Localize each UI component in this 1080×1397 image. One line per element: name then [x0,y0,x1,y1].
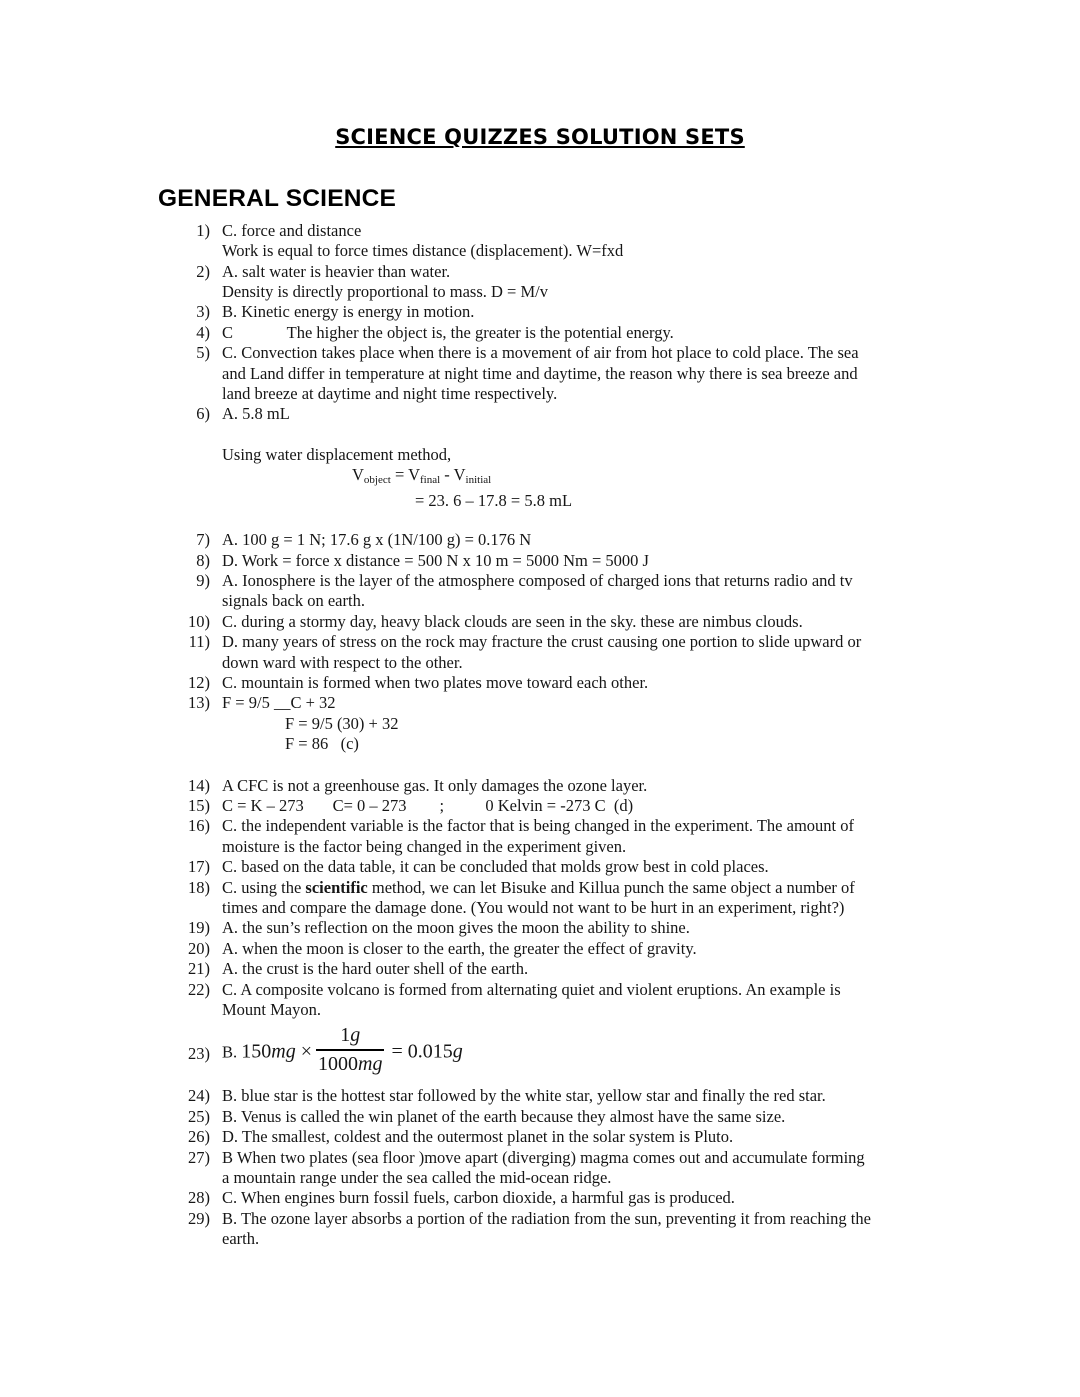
text-segment: C. force and distance [222,220,362,240]
text-segment: Density is directly proportional to mass. D = M/v [222,282,548,302]
text-segment: B. [222,1043,242,1063]
item-number: 24) [188,1086,210,1106]
item-line [222,343,972,363]
item-line [222,323,972,343]
list-item [172,796,972,816]
list-item [172,918,972,938]
text-segment: and Land differ in temperature at night time and daytime, the reason why there is sea breeze and [222,363,858,383]
text-segment: moisture is the factor being changed in the experiment given. [222,836,627,856]
item-number: 14) [188,775,210,795]
text-segment: - V [440,465,466,485]
item-body [222,959,972,979]
item-line [222,816,972,836]
text-segment: D. The smallest, coldest and the outermost planet in the solar system is Pluto. [222,1127,734,1147]
text-segment: = V [390,465,420,485]
item-number: 13) [188,693,210,713]
text-segment: mg [358,1053,383,1076]
item-line [222,571,972,591]
list-item [172,221,972,262]
item-number: 23) [188,1044,210,1064]
document-title [0,0,1080,147]
list-item [172,404,972,511]
text-segment: B When two plates (sea floor )move apart (diverging) magma comes out and accumulate forming [222,1147,865,1167]
item-line [222,1127,972,1147]
list-item [172,1127,972,1147]
text-segment: D. many years of stress on the rock may fracture the crust causing one portion to slide upward or [222,632,862,652]
list-item [172,693,972,754]
item-body [222,302,972,322]
item-line [352,465,972,490]
item-line [415,491,972,511]
text-segment: Mount Mayon. [222,1000,321,1020]
text-segment: mg [271,1041,296,1064]
item-number: 4) [196,322,210,342]
item-body [222,1209,972,1250]
item-body [222,776,972,796]
list-item [172,302,972,322]
item-number: 15) [188,795,210,815]
item-line [222,673,972,693]
list-item [172,959,972,979]
list-item [172,1148,972,1189]
list-item [172,262,972,303]
item-number: 9) [196,570,210,590]
item-line [222,980,972,1000]
list-item [172,343,972,404]
item-line [222,1000,972,1020]
item-line [222,612,972,632]
list-item [172,323,972,343]
text-segment: initial [465,474,492,487]
text-segment: A. the sun’s reflection on the moon gives the moon the ability to shine. [222,918,690,938]
list-item [172,673,972,693]
text-segment: Using water displacement method, [222,444,452,464]
item-body [222,1148,972,1189]
text-segment: F = 9/5 __C + 32 [222,693,336,713]
item-body [222,571,972,612]
item-number: 17) [188,857,210,877]
item-line [222,591,972,611]
item-line [222,530,972,550]
text-segment: A. the crust is the hard outer shell of the earth. [222,959,529,979]
item-line [222,1024,972,1079]
item-number: 8) [196,550,210,570]
item-body [222,632,972,673]
text-segment: 150 [241,1041,272,1064]
text-segment: B. The ozone layer absorbs a portion of the radiation from the sun, preventing it from reaching the [222,1208,871,1228]
item-body [222,404,972,511]
item-line [222,939,972,959]
item-line [222,445,972,465]
list-item [172,1022,972,1086]
text-segment: g [452,1041,463,1064]
item-body [222,939,972,959]
text-segment: = 23. 6 – 17.8 = 5.8 mL [415,490,573,510]
item-body [222,551,972,571]
text-segment: land breeze at daytime and night time respectively. [222,384,558,404]
text-segment: a mountain range under the sea called the mid-ocean ridge. [222,1168,612,1188]
text-segment: 1000 [318,1053,358,1076]
item-number: 7) [196,530,210,550]
item-number: 5) [196,343,210,363]
item-line [222,693,972,713]
text-segment: method, we can let Bisuke and Killua punch the same object a number of [367,877,855,897]
list-item [172,551,972,571]
item-line [222,221,972,241]
text-segment: B. Venus is called the win planet of the earth because they almost have the same size. [222,1106,786,1126]
section-heading: GENERAL SCIENCE [158,185,397,213]
item-number: 3) [196,302,210,322]
item-body [222,980,972,1021]
text-segment: B. Kinetic energy is energy in motion. [222,302,475,322]
text-segment: × [295,1041,312,1064]
item-line [222,918,972,938]
text-segment: C. mountain is formed when two plates move toward each other. [222,672,649,692]
item-body [222,918,972,938]
item-body [222,693,972,754]
list-item [172,1188,972,1208]
text-segment: B. blue star is the hottest star followed by the white star, yellow star and finally the red star. [222,1086,826,1106]
item-body [222,612,972,632]
item-body [222,816,972,857]
list-item [172,816,972,857]
item-line [222,1168,972,1188]
text-segment: signals back on earth. [222,591,365,611]
item-line [222,404,972,424]
item-line [222,857,972,877]
text-segment: A. 100 g = 1 N; 17.6 g x (1N/100 g) = 0.176 N [222,530,532,550]
list-item [172,571,972,612]
text-segment: 1 [340,1024,351,1047]
item-line [222,1148,972,1168]
item-body [222,1022,972,1086]
fraction-denominator [316,1051,384,1076]
item-number: 18) [188,877,210,897]
item-line [222,898,972,918]
text-segment: down ward with respect to the other. [222,652,463,672]
fraction-numerator [316,1024,384,1051]
item-number: 12) [188,672,210,692]
item-number: 27) [188,1147,210,1167]
item-line [222,241,972,261]
text-segment: A CFC is not a greenhouse gas. It only damages the ozone layer. [222,775,648,795]
item-line [222,551,972,571]
item-body [222,262,972,303]
item-body [222,857,972,877]
item-number: 28) [188,1188,210,1208]
item-line [222,262,972,282]
item-line [222,364,972,384]
list-item [172,612,972,632]
text-segment: earth. [222,1229,260,1249]
text-segment: final [420,474,441,487]
item-body [222,796,972,816]
text-segment: g [350,1024,361,1047]
item-line [222,837,972,857]
text-segment: C. based on the data table, it can be concluded that molds grow best in cold places. [222,857,769,877]
text-segment: A. salt water is heavier than water. [222,261,451,281]
list-item [172,1086,972,1106]
item-number: 6) [196,404,210,424]
item-number: 21) [188,959,210,979]
solution-list [172,221,972,1250]
item-line [222,282,972,302]
fraction [316,1024,384,1076]
item-line [222,878,972,898]
item-number: 26) [188,1127,210,1147]
text-segment: Work is equal to force times distance (displacement). W=fxd [222,241,624,261]
item-line [222,302,972,322]
text-segment: C. the independent variable is the factor that is being changed in the experiment. The amount of [222,816,854,836]
item-body [222,1188,972,1208]
item-line [222,1086,972,1106]
text-segment: C The higher the object is, the greater is the potential energy. [222,322,674,342]
item-body [222,1107,972,1127]
text-segment: object [363,474,391,487]
item-number: 10) [188,611,210,631]
item-line [222,1209,972,1229]
item-body [222,878,972,919]
item-line [285,734,972,754]
item-number: 25) [188,1106,210,1126]
item-line [285,714,972,734]
item-number: 22) [188,979,210,999]
text-segment: scientific [305,877,368,897]
text-segment: F = 9/5 (30) + 32 [285,713,399,733]
list-item [172,878,972,919]
item-number: 1) [196,220,210,240]
item-line [222,1188,972,1208]
text-segment: F = 86 (c) [285,734,359,754]
item-body [222,530,972,550]
item-number: 16) [188,816,210,836]
document-title-text: SCIENCE QUIZZES SOLUTION SETS [335,125,745,149]
list-item [172,1209,972,1250]
text-segment: times and compare the damage done. (You would not want to be hurt in an experiment, right?) [222,898,845,917]
item-line [222,653,972,673]
text-segment: C. Convection takes place when there is a movement of air from hot place to cold place. The sea [222,343,859,363]
item-line [222,1107,972,1127]
item-number: 29) [188,1208,210,1228]
text-segment: = 0.015 [391,1041,453,1064]
item-line [222,959,972,979]
item-body [222,221,972,262]
list-item [172,939,972,959]
item-line [222,776,972,796]
item-line [222,796,972,816]
item-line [222,384,972,404]
item-line [222,632,972,652]
item-body [222,1086,972,1106]
text-segment: V [352,465,364,485]
text-segment: C = K – 273 C= 0 – 273 ; 0 Kelvin = -273 C (d) [222,795,634,815]
text-segment: C. A composite volcano is formed from alternating quiet and violent eruptions. An example is [222,979,841,999]
item-number: 20) [188,938,210,958]
item-body [222,1127,972,1147]
text-segment: C. When engines burn fossil fuels, carbon dioxide, a harmful gas is produced. [222,1188,735,1208]
item-number: 11) [188,632,210,652]
text-segment: A. when the moon is closer to the earth, the greater the effect of gravity. [222,938,697,958]
item-number: 19) [188,918,210,938]
list-item [172,776,972,796]
item-body [222,323,972,343]
list-item [172,1107,972,1127]
list-item [172,530,972,550]
item-number: 2) [196,261,210,281]
item-body [222,673,972,693]
text-segment: A. Ionosphere is the layer of the atmosphere composed of charged ions that returns radio and tv [222,570,853,590]
text-segment: D. Work = force x distance = 500 N x 10 m = 5000 Nm = 5000 J [222,550,649,570]
text-segment: A. 5.8 mL [222,404,290,424]
text-segment: C. during a stormy day, heavy black clouds are seen in the sky. these are nimbus clouds. [222,611,803,631]
list-item [172,980,972,1021]
item-line [222,1229,972,1249]
text-segment: C. using the [222,877,306,897]
list-item [172,632,972,673]
item-body [222,343,972,404]
list-item [172,857,972,877]
